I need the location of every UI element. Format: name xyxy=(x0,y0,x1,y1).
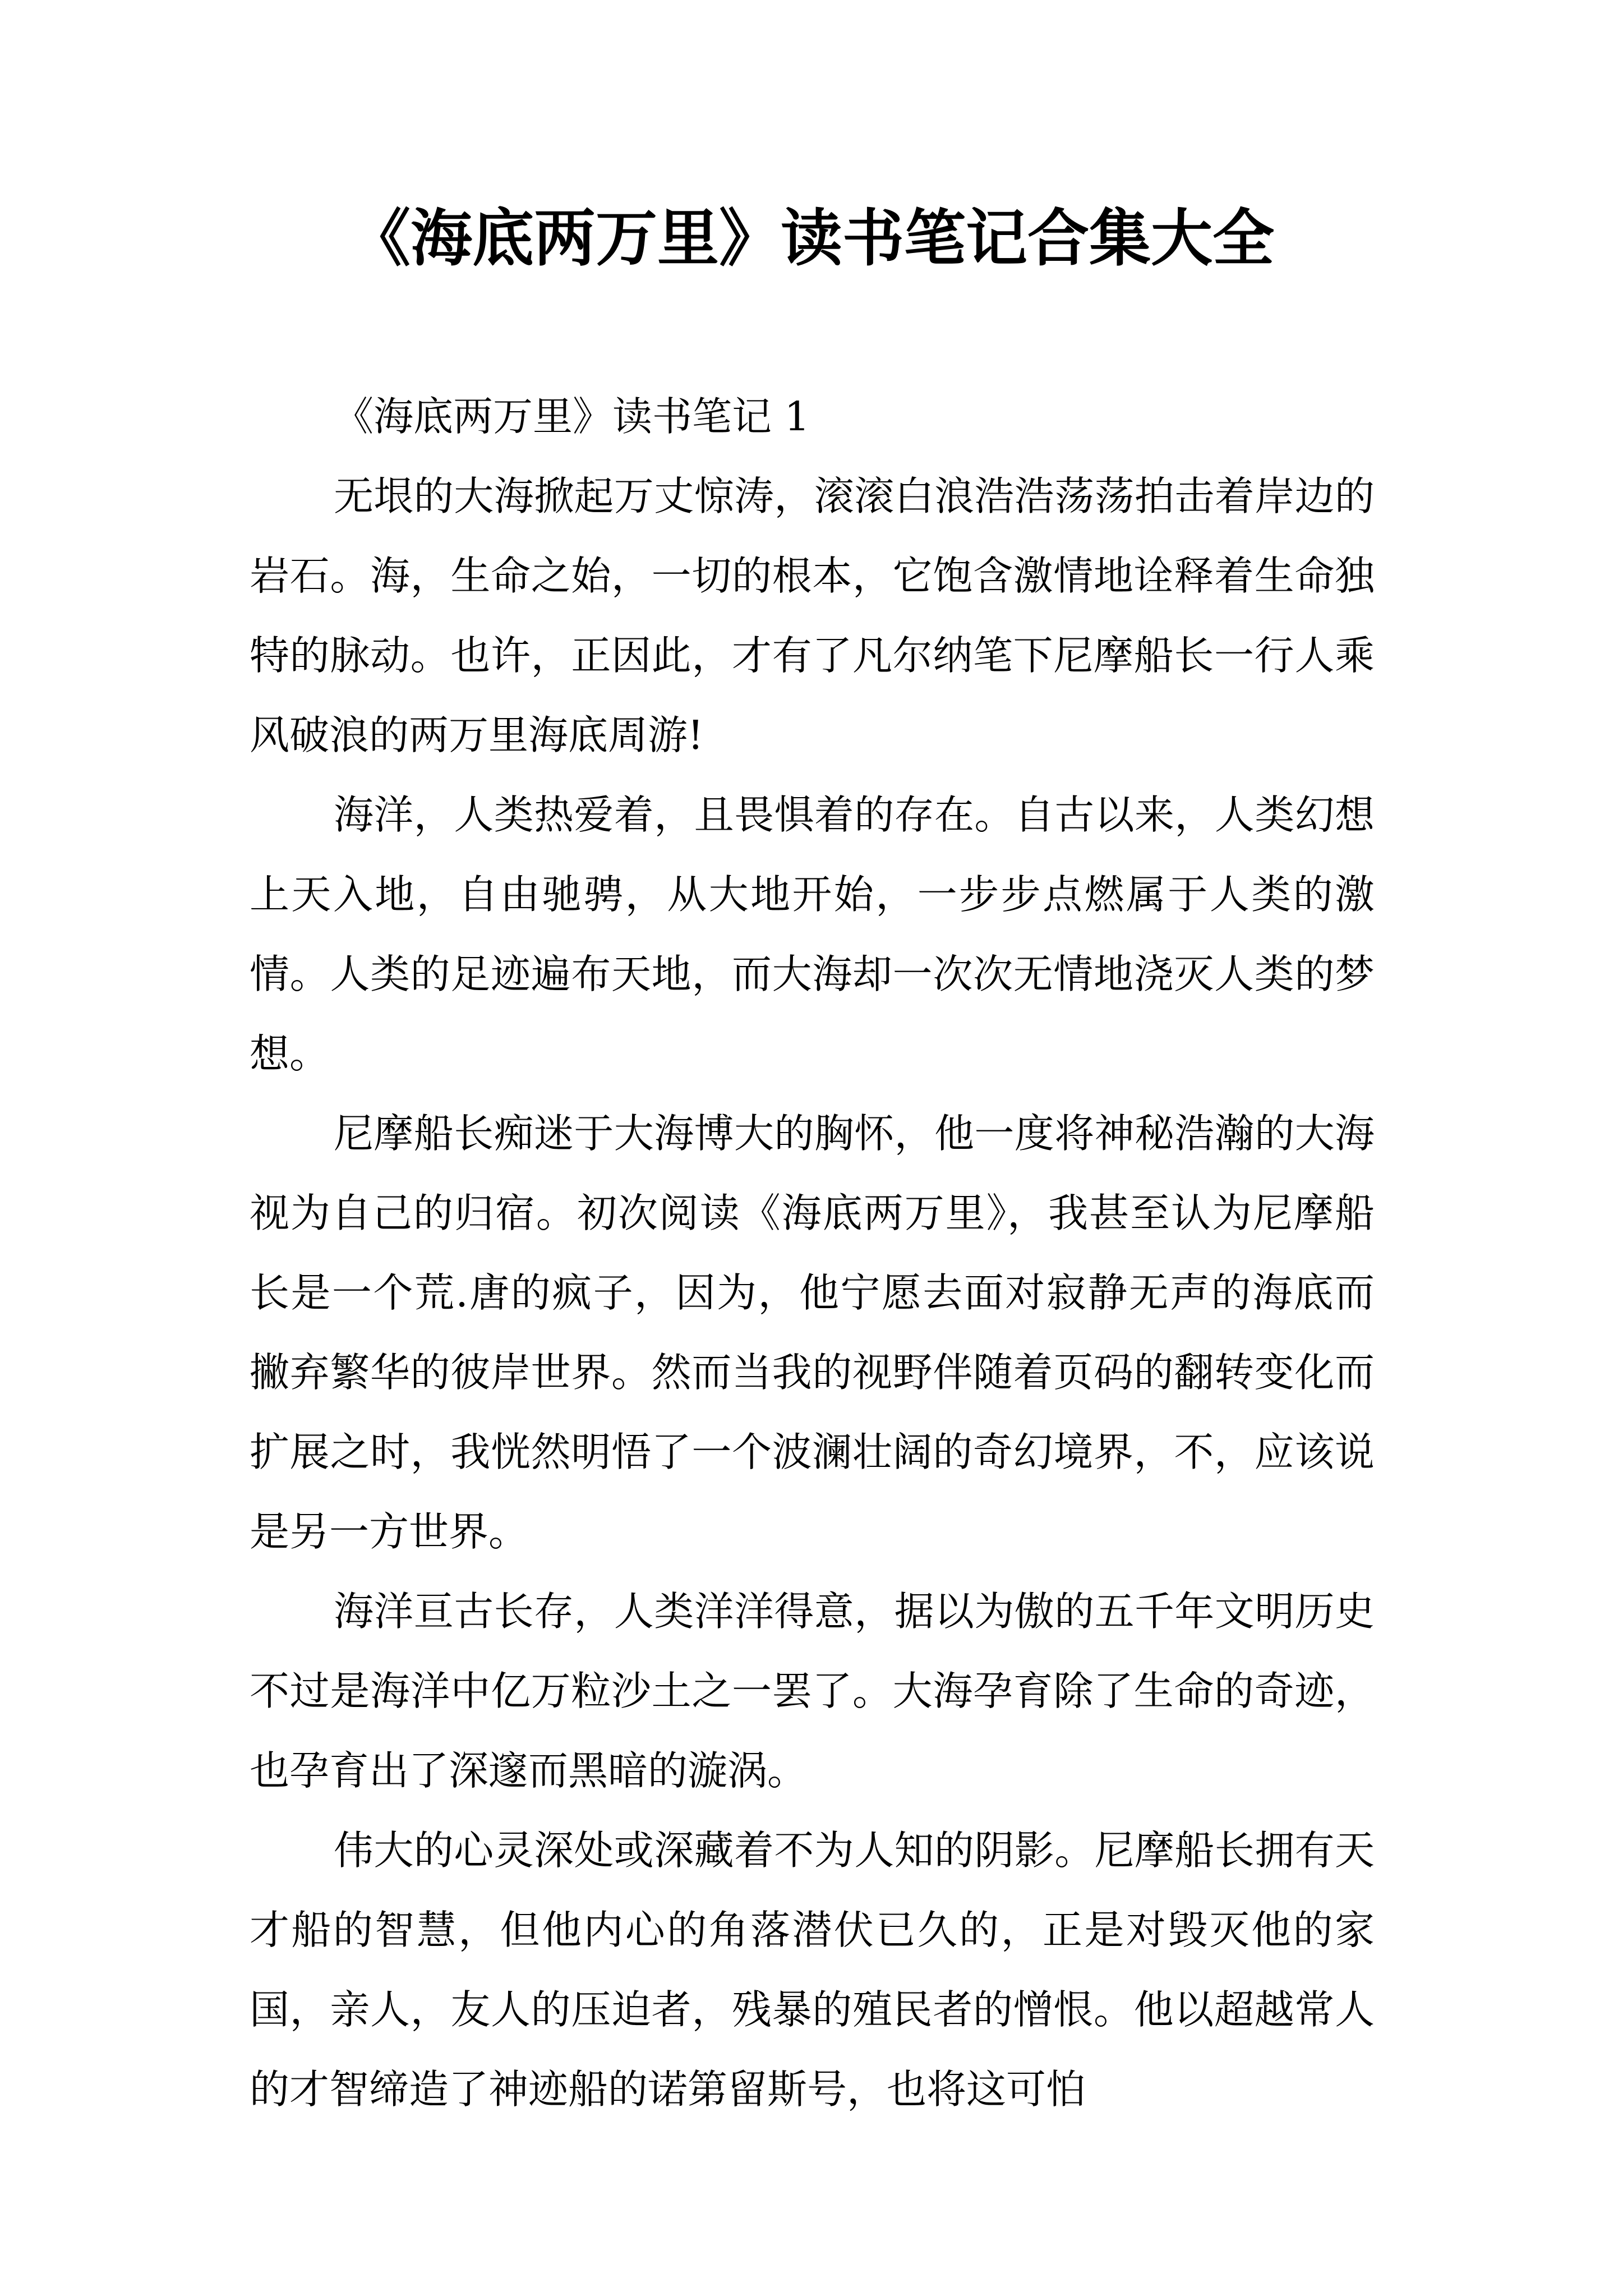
paragraph-4: 海洋亘古长存，人类洋洋得意，据以为傲的五千年文明历史不过是海洋中亿万粒沙土之一罢了。大海孕育除了生命的奇迹，也孕育出了深邃而黑暗的漩涡。 xyxy=(250,1588,1375,1794)
paragraph-5: 伟大的心灵深处或深藏着不为人知的阴影。尼摩船长拥有天才船的智慧，但他内心的角落潜伏已久的，正是对毁灭他的家国，亲人，友人的压迫者，残暴的殖民者的憎恨。他以超越常人的才智缔造了神迹船的诺第留斯号，也将这可怕 xyxy=(250,1827,1375,2113)
document-body xyxy=(250,377,1375,2129)
paragraph-2: 海洋，人类热爱着，且畏惧着的存在。自古以来，人类幻想上天入地，自由驰骋，从大地开始，一步步点燃属于人类的激情。人类的足迹遍布天地，而大海却一次次无情地浇灭人类的梦想。 xyxy=(250,792,1375,1077)
document-title: 《海底两万里》读书笔记合集大全 xyxy=(349,202,1274,274)
paragraph-3: 尼摩船长痴迷于大海博大的胸怀，他一度将神秘浩瀚的大海视为自己的归宿。初次阅读《海底两万里》，我甚至认为尼摩船长是一个荒.唐的疯子，因为，他宁愿去面对寂静无声的海底而撇弃繁华的彼岸世界。然而当我的视野伴随着页码的翻转变化而扩展之时，我恍然明悟了一个波澜壮阔的奇幻境界，不，应该说是另一方世界。 xyxy=(250,1110,1375,1555)
paragraph-1: 无垠的大海掀起万丈惊涛，滚滚白浪浩浩荡荡拍击着岸边的岩石。海，生命之始，一切的根本，它饱含激情地诠释着生命独特的脉动。也许，正因此，才有了凡尔纳笔下尼摩船长一行人乘风破浪的两万里海底周游! xyxy=(250,473,1375,758)
section-heading: 《海底两万里》读书笔记 1 xyxy=(334,393,810,440)
